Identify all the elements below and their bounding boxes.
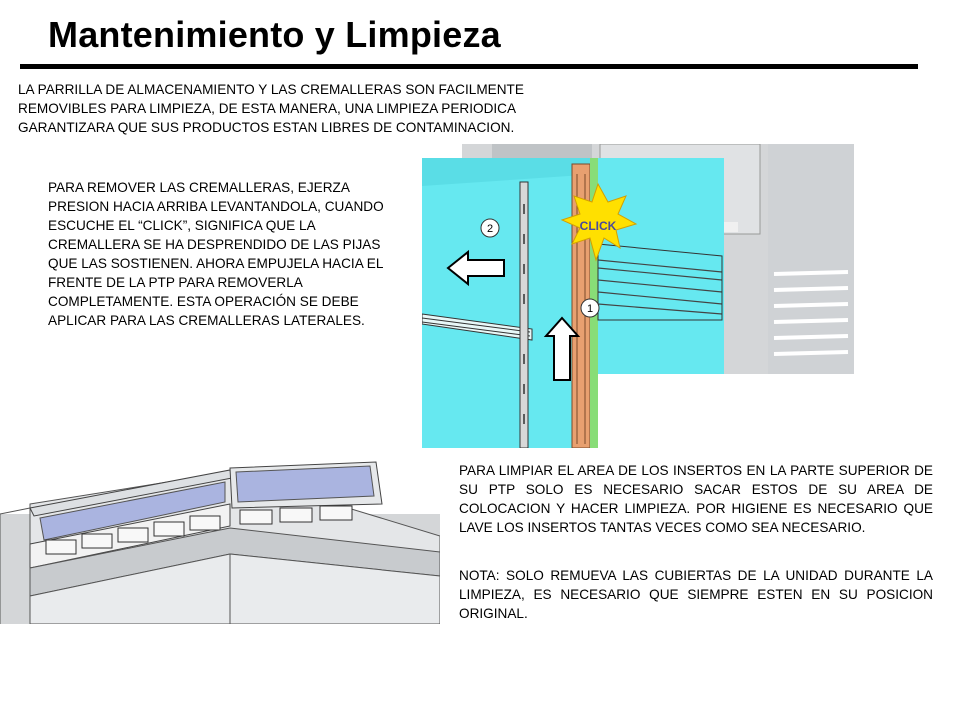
ptp-unit-illustration	[0, 456, 440, 624]
rack-removal-diagram	[422, 144, 854, 448]
svg-text:2: 2	[486, 223, 494, 235]
step-2-badge	[481, 219, 499, 237]
step-1-badge	[581, 299, 599, 317]
cleaning-note: NOTA: SOLO REMUEVA LAS CUBIERTAS DE LA UNIDAD DURANTE LA LIMPIEZA, ES NECESARIO QUE SIEMPRE ESTEN EN SU POSICION ORIGINAL.	[459, 568, 933, 621]
inserts-cleaning-instructions: PARA LIMPIAR EL AREA DE LOS INSERTOS EN LA PARTE SUPERIOR DE SU PTP SOLO ES NECESARIO SACAR ESTOS DE SU AREA DE COLOCACION Y HACER LIMPIEZA. POR HIGIENE ES NECESARIO QUE LAVE LOS INSERTOS TANTAS VECES COMO SEA NECESARIO.	[459, 463, 933, 535]
rack-removal-instructions: PARA REMOVER LAS CREMALLERAS, EJERZA PRESION HACIA ARRIBA LEVANTANDOLA, CUANDO ESCUCHE EL “CLICK”, SIGNIFICA QUE LA CREMALLERA SE HA DESPRENDIDO DE LAS PIJAS QUE LAS SOSTIENEN. AHORA EMPUJELA HACIA EL FRENTE DE LA PTP PARA REMOVERLA COMPLETAMENTE. ESTA OPERACIÓN SE DEBE APLICAR PARA LAS CREMALLERAS LATERALES.	[48, 180, 384, 328]
click-label: CLICK	[579, 219, 617, 233]
page-title: Mantenimiento y Limpieza	[48, 14, 501, 55]
title-underline	[20, 64, 918, 69]
rack-closeup-panel	[422, 158, 724, 448]
intro-paragraph: LA PARRILLA DE ALMACENAMIENTO Y LAS CREMALLERAS SON FACILMENTE REMOVIBLES PARA LIMPIEZA, DE ESTA MANERA, UNA LIMPIEZA PERIODICA GARANTIZARA QUE SUS PRODUCTOS ESTAN LIBRES DE CONTAMINACION.	[18, 82, 524, 135]
svg-text:1: 1	[586, 303, 594, 315]
